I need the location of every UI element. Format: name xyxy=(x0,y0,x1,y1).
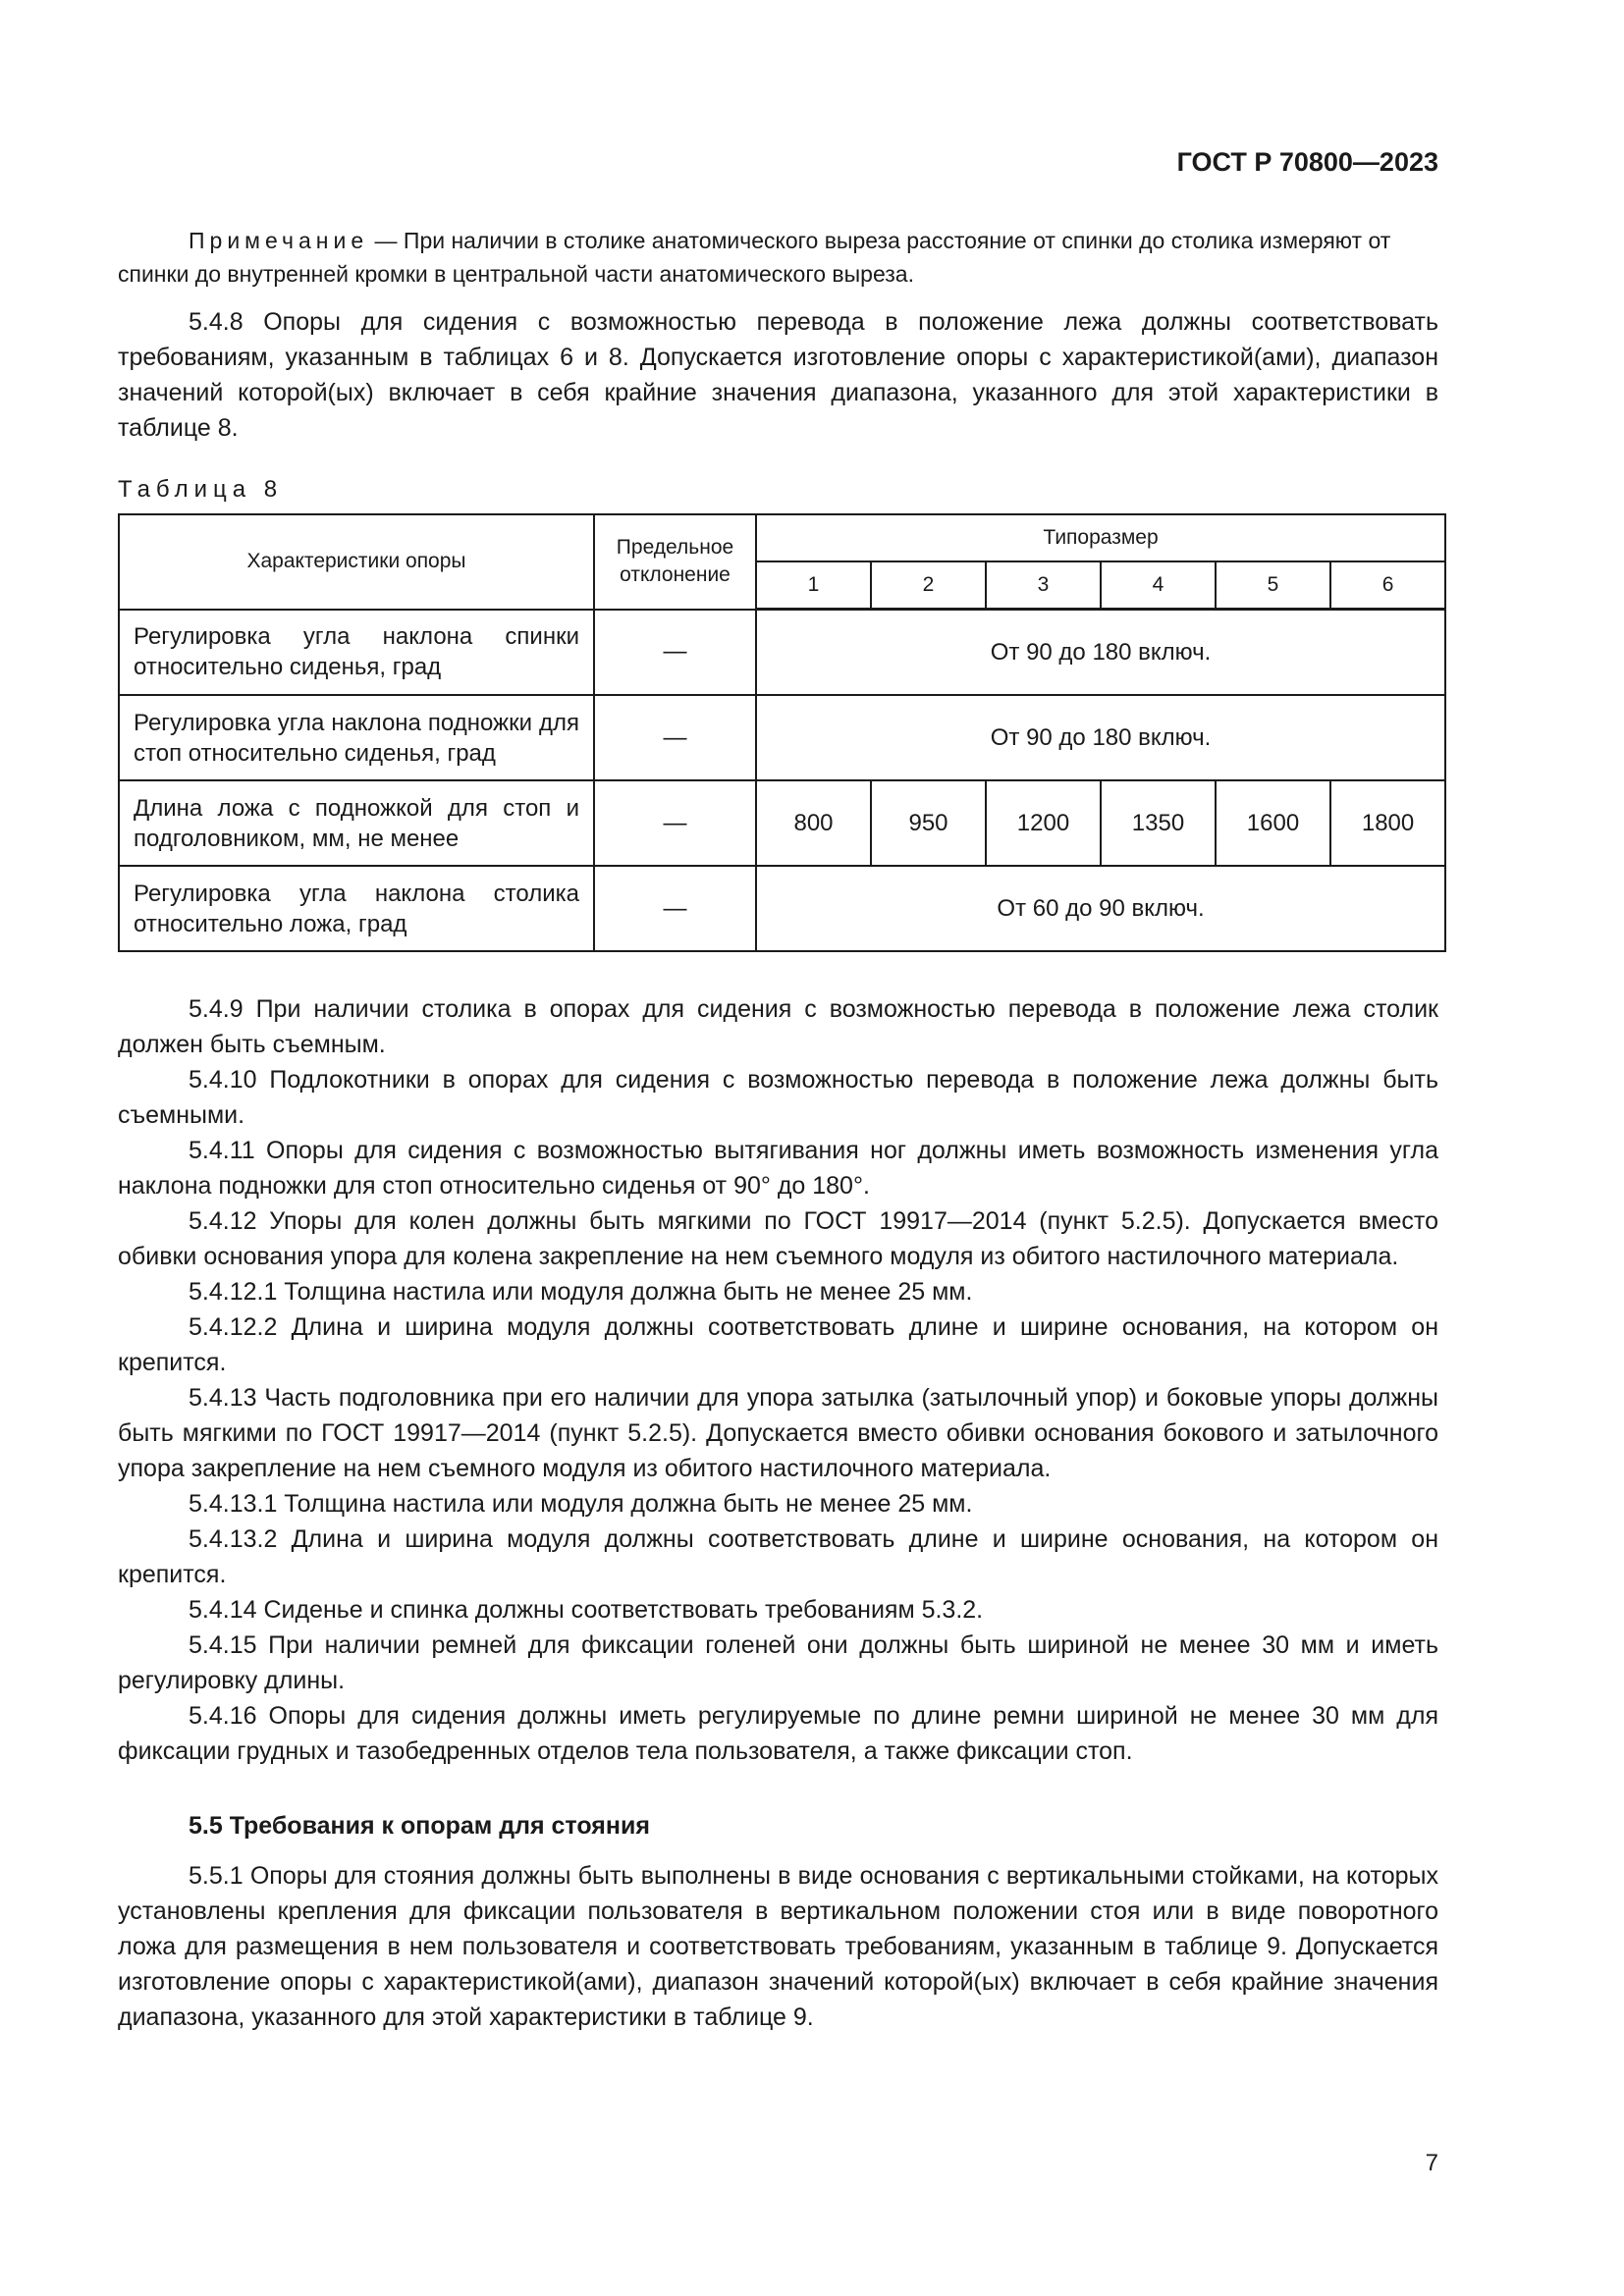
row-label: Регулировка угла наклона столика относительно ложа, град xyxy=(119,866,594,951)
table-row xyxy=(119,866,1445,951)
row-value: От 90 до 180 включ. xyxy=(756,695,1445,780)
row-label: Регулировка угла наклона спинки относительно сиденья, град xyxy=(119,610,594,696)
row-deviation: — xyxy=(594,866,756,951)
size-col-5: 5 xyxy=(1216,561,1330,610)
row-label: Регулировка угла наклона подножки для стоп относительно сиденья, град xyxy=(119,695,594,780)
header-deviation: Предельное отклонение xyxy=(594,514,756,610)
paragraph-5-4-10: 5.4.10 Подлокотники в опорах для сидения с возможностью перевода в положение лежа должны быть съемными. xyxy=(118,1066,1438,1129)
size-col-1: 1 xyxy=(756,561,871,610)
clause-5-5-1 xyxy=(118,1858,1438,2035)
size-col-3: 3 xyxy=(986,561,1101,610)
row-value-size-5: 1600 xyxy=(1216,780,1330,866)
clauses-5-4-9-to-5-4-16 xyxy=(118,991,1438,1769)
paragraph-5-4-14: 5.4.14 Сиденье и спинка должны соответствовать требованиям 5.3.2. xyxy=(189,1596,984,1624)
row-deviation: — xyxy=(594,695,756,780)
row-label: Длина ложа с подножкой для стоп и подголовником, мм, не менее xyxy=(119,780,594,866)
paragraph-5-4-13-1: 5.4.13.1 Толщина настила или модуля должна быть не менее 25 мм. xyxy=(189,1490,973,1518)
note-text: — При наличии в столике анатомического выреза расстояние от спинки до столика измеряют от спинки до внутренней кромки в центральной части анатомического выреза. xyxy=(118,228,1391,287)
row-value-size-2: 950 xyxy=(871,780,986,866)
row-deviation: — xyxy=(594,780,756,866)
row-value-size-4: 1350 xyxy=(1101,780,1216,866)
document-header: ГОСТ Р 70800—2023 xyxy=(1176,147,1438,177)
size-col-2: 2 xyxy=(871,561,986,610)
header-size: Типоразмер xyxy=(756,514,1445,561)
paragraph-5-4-16: 5.4.16 Опоры для сидения должны иметь регулируемые по длине ремни шириной не менее 30 мм для фиксации грудных и тазобедренных отделов тела пользователя, а также фиксации стоп. xyxy=(118,1702,1438,1765)
table-row xyxy=(119,695,1445,780)
table-8 xyxy=(118,513,1446,952)
paragraph-5-4-8: 5.4.8 Опоры для сидения с возможностью перевода в положение лежа должны соответствовать требованиям, указанным в таблицах 6 и 8. Допускается изготовление опоры с характеристикой(ами), диапазон значений которой(ых) включает в себя крайние значения диапазона, указанного для этой характеристики в таблице 8. xyxy=(118,308,1438,442)
document-page xyxy=(118,0,1438,2296)
paragraph-5-4-13: 5.4.13 Часть подголовника при его наличии для упора затылка (затылочный упор) и боковые упоры должны быть мягкими по ГОСТ 19917—2014 (пункт 5.2.5). Допускается вместо обивки основания бокового и затылочного упора закрепление на нем съемного модуля из обитого настилочного материала. xyxy=(118,1384,1438,1482)
clause-5-4-8 xyxy=(118,304,1438,446)
row-value: От 90 до 180 включ. xyxy=(756,610,1445,696)
paragraph-5-4-13-2: 5.4.13.2 Длина и ширина модуля должны соответствовать длине и ширине основания, на котором он крепится. xyxy=(118,1525,1438,1588)
note xyxy=(118,224,1438,291)
paragraph-5-4-12-1: 5.4.12.1 Толщина настила или модуля должна быть не менее 25 мм. xyxy=(189,1278,973,1306)
section-heading-5-5: 5.5 Требования к опорам для стояния xyxy=(189,1812,650,1840)
row-value-size-6: 1800 xyxy=(1330,780,1445,866)
row-deviation: — xyxy=(594,610,756,696)
paragraph-5-4-12: 5.4.12 Упоры для колен должны быть мягкими по ГОСТ 19917—2014 (пункт 5.2.5). Допускается вместо обивки основания упора для колена закрепление на нем съемного модуля из обитого настилочного материала. xyxy=(118,1207,1438,1270)
row-value: От 60 до 90 включ. xyxy=(756,866,1445,951)
table-caption: Таблица 8 xyxy=(118,476,284,503)
table-row xyxy=(119,780,1445,866)
paragraph-5-5-1: 5.5.1 Опоры для стояния должны быть выполнены в виде основания с вертикальными стойками, на которых установлены крепления для фиксации пользователя в вертикальном положении стоя или в виде поворотного ложа для размещения в нем пользователя и соответствовать требованиям, указанным в таблице 9. Допускается изготовление опоры с характеристикой(ами), диапазон значений которой(ых) включает в себя крайние значения диапазона, указанного для этой характеристики в таблице 9. xyxy=(118,1862,1438,2031)
paragraph-5-4-15: 5.4.15 При наличии ремней для фиксации голеней они должны быть шириной не менее 30 мм и иметь регулировку длины. xyxy=(118,1631,1438,1694)
row-value-size-3: 1200 xyxy=(986,780,1101,866)
paragraph-5-4-9: 5.4.9 При наличии столика в опорах для сидения с возможностью перевода в положение лежа столик должен быть съемным. xyxy=(118,995,1438,1058)
header-characteristic: Характеристики опоры xyxy=(119,514,594,610)
paragraph-5-4-12-2: 5.4.12.2 Длина и ширина модуля должны соответствовать длине и ширине основания, на котором он крепится. xyxy=(118,1313,1438,1376)
table-row xyxy=(119,610,1445,696)
page-number: 7 xyxy=(1425,2150,1438,2176)
size-col-6: 6 xyxy=(1330,561,1445,610)
note-label: Примечание xyxy=(189,228,369,253)
row-value-size-1: 800 xyxy=(756,780,871,866)
size-col-4: 4 xyxy=(1101,561,1216,610)
paragraph-5-4-11: 5.4.11 Опоры для сидения с возможностью вытягивания ног должны иметь возможность изменения угла наклона подножки для стоп относительно сиденья от 90° до 180°. xyxy=(118,1137,1438,1200)
